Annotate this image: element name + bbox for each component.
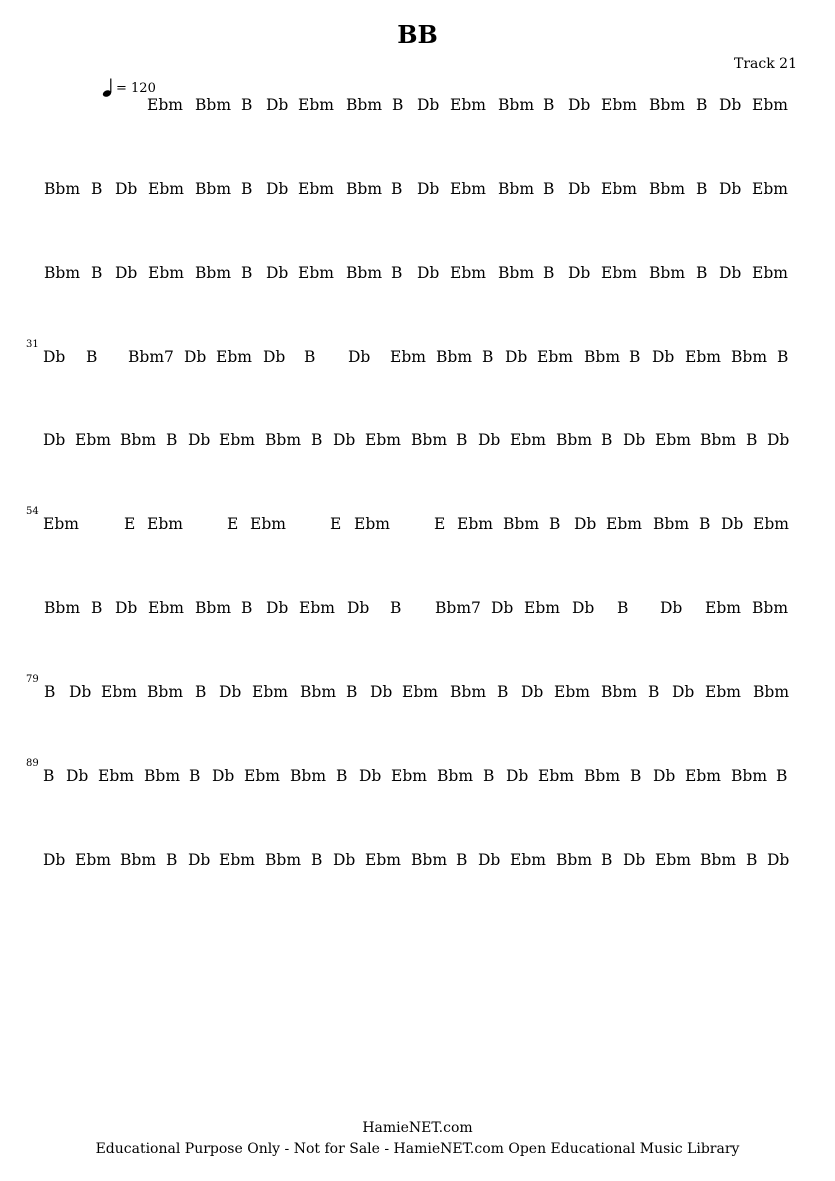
chord-symbol: Ebm <box>538 767 574 785</box>
chord-symbol: Db <box>115 180 138 198</box>
chord-symbol: Bbm <box>649 264 686 282</box>
chord-symbol: Ebm <box>147 515 183 533</box>
chord-symbol: Bbm <box>700 431 737 449</box>
chord-symbol: B <box>392 96 404 114</box>
chord-symbol: Db <box>623 851 646 869</box>
chord-symbol: B <box>241 599 253 617</box>
chord-symbol: Db <box>43 431 66 449</box>
chord-symbol: Bbm <box>503 515 540 533</box>
chord-symbol: Ebm <box>685 348 721 366</box>
chord-symbol: B <box>91 180 103 198</box>
chord-symbol: B <box>482 348 494 366</box>
chord-symbol: Bbm <box>346 96 383 114</box>
chord-symbol: Db <box>478 431 501 449</box>
chord-symbol: B <box>311 431 323 449</box>
chord-symbol: Ebm <box>655 431 691 449</box>
chord-symbol: B <box>746 431 758 449</box>
chord-symbol: B <box>543 264 555 282</box>
chord-symbol: Ebm <box>219 431 255 449</box>
chord-symbol: Bbm <box>44 180 81 198</box>
chord-symbol: Ebm <box>601 180 637 198</box>
chord-symbol: B <box>391 264 403 282</box>
chord-symbol: Bbm <box>265 431 302 449</box>
chord-symbol: Ebm <box>244 767 280 785</box>
chord-symbol: Db <box>69 683 92 701</box>
chord-symbol: B <box>91 599 103 617</box>
chord-symbol: Bbm <box>290 767 327 785</box>
chord-symbol: Ebm <box>752 180 788 198</box>
chord-symbol: B <box>336 767 348 785</box>
chord-symbol: Db <box>370 683 393 701</box>
chord-symbol: Db <box>506 767 529 785</box>
chord-symbol: Db <box>115 599 138 617</box>
chord-symbol: Ebm <box>752 264 788 282</box>
chord-symbol: Bbm <box>556 851 593 869</box>
chord-symbol: Bbm7 <box>435 599 481 617</box>
chord-symbol: Db <box>333 851 356 869</box>
chord-symbol: Db <box>266 96 289 114</box>
chord-symbol: Bbm <box>498 96 535 114</box>
chord-symbol: Bbm <box>753 683 790 701</box>
chord-symbol: B <box>696 96 708 114</box>
chord-symbol: Db <box>188 851 211 869</box>
chord-symbol: B <box>549 515 561 533</box>
chord-symbol: Db <box>219 683 242 701</box>
chord-symbol: B <box>617 599 629 617</box>
chord-symbol: Db <box>767 851 790 869</box>
chord-symbol: Ebm <box>402 683 438 701</box>
chord-symbol: Ebm <box>298 264 334 282</box>
chord-symbol: Bbm <box>752 599 789 617</box>
chord-symbol: Ebm <box>365 431 401 449</box>
chord-symbol: Ebm <box>450 96 486 114</box>
chord-system <box>0 95 835 119</box>
chord-symbol: B <box>86 348 98 366</box>
score-subtitle: Track 21 <box>734 56 797 72</box>
chord-symbol: Ebm <box>43 515 79 533</box>
chord-symbol: Db <box>719 96 742 114</box>
chord-symbol: Ebm <box>524 599 560 617</box>
chord-symbol: Db <box>660 599 683 617</box>
footer-site: HamieNET.com <box>362 1120 473 1136</box>
chord-symbol: Ebm <box>147 96 183 114</box>
score-title: BB <box>397 20 438 49</box>
chord-symbol: Ebm <box>148 180 184 198</box>
chord-symbol: Db <box>653 767 676 785</box>
chord-symbol: Db <box>263 348 286 366</box>
chord-symbol: B <box>166 851 178 869</box>
chord-system <box>0 674 835 706</box>
chord-symbol: E <box>434 515 446 533</box>
chord-symbol: Db <box>521 683 544 701</box>
chord-symbol: Ebm <box>101 683 137 701</box>
chord-symbol: Ebm <box>705 599 741 617</box>
chord-symbol: Bbm <box>437 767 474 785</box>
chord-symbol: Db <box>478 851 501 869</box>
chord-symbol: Ebm <box>354 515 390 533</box>
chord-symbol: B <box>746 851 758 869</box>
chord-symbol: B <box>311 851 323 869</box>
chord-symbol: Bbm <box>195 180 232 198</box>
chord-symbol: Db <box>623 431 646 449</box>
chord-symbol: Ebm <box>601 96 637 114</box>
chord-symbol: Ebm <box>510 431 546 449</box>
chord-symbol: Ebm <box>216 348 252 366</box>
chord-symbol: Db <box>574 515 597 533</box>
chord-symbol: Db <box>43 851 66 869</box>
chord-symbol: Db <box>43 348 66 366</box>
chord-symbol: Ebm <box>148 264 184 282</box>
footer-note: Educational Purpose Only - Not for Sale - HamieNET.com Open Educational Music Library <box>95 1141 740 1157</box>
chord-symbol: Db <box>417 180 440 198</box>
chord-symbol: Ebm <box>554 683 590 701</box>
chord-symbol: B <box>241 180 253 198</box>
chord-symbol: E <box>330 515 342 533</box>
chord-system <box>0 339 835 371</box>
chord-symbol: Ebm <box>298 96 334 114</box>
chord-symbol: Db <box>568 96 591 114</box>
chord-system <box>0 758 835 790</box>
chord-symbol: Db <box>417 96 440 114</box>
chord-symbol: B <box>543 96 555 114</box>
chord-symbol: B <box>241 264 253 282</box>
chord-symbol: B <box>497 683 509 701</box>
chord-symbol: Bbm <box>731 767 768 785</box>
chord-symbol: Db <box>568 180 591 198</box>
chord-symbol: Bbm <box>147 683 184 701</box>
chord-symbol: B <box>543 180 555 198</box>
chord-symbol: B <box>189 767 201 785</box>
chord-symbol: B <box>456 431 468 449</box>
chord-symbol: Db <box>568 264 591 282</box>
chord-symbol: Ebm <box>450 180 486 198</box>
chord-symbol: B <box>483 767 495 785</box>
chord-symbol: E <box>227 515 239 533</box>
chord-symbol: Db <box>672 683 695 701</box>
chord-symbol: Bbm <box>649 180 686 198</box>
chord-symbol: Bbm <box>120 851 157 869</box>
chord-symbol: Db <box>333 431 356 449</box>
chord-symbol: Bbm <box>346 180 383 198</box>
chord-symbol: Ebm <box>450 264 486 282</box>
chord-symbol: B <box>195 683 207 701</box>
chord-symbol: Ebm <box>606 515 642 533</box>
chord-symbol: Ebm <box>685 767 721 785</box>
chord-symbol: Bbm <box>556 431 593 449</box>
chord-symbol: Db <box>491 599 514 617</box>
chord-symbol: Bbm <box>195 599 232 617</box>
chord-symbol: B <box>777 348 789 366</box>
chord-symbol: Ebm <box>655 851 691 869</box>
chord-symbol: Db <box>347 599 370 617</box>
chord-symbol: Bbm7 <box>128 348 174 366</box>
chord-symbol: Ebm <box>219 851 255 869</box>
chord-system <box>0 506 835 538</box>
chord-symbol: Bbm <box>653 515 690 533</box>
chord-symbol: B <box>241 96 253 114</box>
chord-symbol: Ebm <box>75 851 111 869</box>
chord-symbol: B <box>696 264 708 282</box>
chord-symbol: E <box>124 515 136 533</box>
measure-number: 54 <box>26 506 39 517</box>
chord-system <box>0 430 835 454</box>
chord-symbol: Ebm <box>753 515 789 533</box>
chord-symbol: B <box>304 348 316 366</box>
chord-symbol: Bbm <box>731 348 768 366</box>
chord-symbol: Bbm <box>144 767 181 785</box>
chord-symbol: Bbm <box>300 683 337 701</box>
chord-symbol: Ebm <box>75 431 111 449</box>
chord-symbol: Db <box>652 348 675 366</box>
chord-symbol: B <box>166 431 178 449</box>
chord-symbol: Bbm <box>584 767 621 785</box>
chord-system <box>0 850 835 874</box>
chord-symbol: Db <box>719 264 742 282</box>
chord-symbol: Db <box>266 264 289 282</box>
chord-symbol: B <box>44 683 56 701</box>
chord-symbol: B <box>696 180 708 198</box>
chord-symbol: Db <box>66 767 89 785</box>
chord-symbol: Db <box>188 431 211 449</box>
chord-symbol: Bbm <box>649 96 686 114</box>
chord-system <box>0 263 835 287</box>
chord-system <box>0 598 835 622</box>
chord-symbol: Bbm <box>601 683 638 701</box>
chord-symbol: Bbm <box>44 264 81 282</box>
chord-symbol: B <box>601 851 613 869</box>
tempo-text: = 120 <box>116 81 156 96</box>
chord-symbol: Bbm <box>346 264 383 282</box>
chord-symbol: Bbm <box>584 348 621 366</box>
chord-symbol: Ebm <box>390 348 426 366</box>
chord-symbol: Ebm <box>298 180 334 198</box>
chord-symbol: Bbm <box>498 264 535 282</box>
measure-number: 79 <box>26 674 39 685</box>
chord-symbol: Bbm <box>195 96 232 114</box>
chord-symbol: Ebm <box>252 683 288 701</box>
chord-symbol: B <box>699 515 711 533</box>
chord-symbol: Ebm <box>752 96 788 114</box>
chord-symbol: Db <box>721 515 744 533</box>
chord-symbol: Db <box>348 348 371 366</box>
chord-symbol: Bbm <box>436 348 473 366</box>
chord-symbol: Db <box>719 180 742 198</box>
chord-symbol: Bbm <box>265 851 302 869</box>
chord-symbol: Bbm <box>411 851 448 869</box>
chord-symbol: B <box>91 264 103 282</box>
chord-symbol: Db <box>417 264 440 282</box>
chord-symbol: B <box>776 767 788 785</box>
chord-symbol: Ebm <box>705 683 741 701</box>
chord-symbol: Db <box>184 348 207 366</box>
chord-symbol: B <box>601 431 613 449</box>
chord-symbol: B <box>630 767 642 785</box>
chord-symbol: B <box>346 683 358 701</box>
chord-system <box>0 179 835 203</box>
chord-symbol: Ebm <box>391 767 427 785</box>
chord-symbol: B <box>390 599 402 617</box>
chord-symbol: Ebm <box>299 599 335 617</box>
chord-symbol: Ebm <box>98 767 134 785</box>
chord-symbol: Bbm <box>44 599 81 617</box>
chord-symbol: Db <box>212 767 235 785</box>
chord-symbol: Ebm <box>537 348 573 366</box>
chord-symbol: B <box>629 348 641 366</box>
chord-symbol: Ebm <box>250 515 286 533</box>
chord-symbol: Bbm <box>411 431 448 449</box>
chord-symbol: B <box>43 767 55 785</box>
chord-symbol: Db <box>115 264 138 282</box>
chord-symbol: Bbm <box>120 431 157 449</box>
chord-symbol: Db <box>505 348 528 366</box>
chord-symbol: Db <box>767 431 790 449</box>
chord-symbol: Db <box>359 767 382 785</box>
chord-symbol: Bbm <box>498 180 535 198</box>
chord-symbol: Db <box>266 180 289 198</box>
measure-number: 89 <box>26 758 39 769</box>
chord-symbol: Ebm <box>510 851 546 869</box>
chord-symbol: Bbm <box>700 851 737 869</box>
chord-symbol: B <box>648 683 660 701</box>
chord-symbol: Db <box>266 599 289 617</box>
chord-symbol: Db <box>572 599 595 617</box>
chord-symbol: Ebm <box>457 515 493 533</box>
chord-symbol: B <box>456 851 468 869</box>
chord-symbol: Ebm <box>365 851 401 869</box>
chord-symbol: Bbm <box>450 683 487 701</box>
chord-symbol: B <box>391 180 403 198</box>
chord-symbol: Bbm <box>195 264 232 282</box>
chord-symbol: Ebm <box>601 264 637 282</box>
measure-number: 31 <box>26 339 39 350</box>
chord-symbol: Ebm <box>148 599 184 617</box>
